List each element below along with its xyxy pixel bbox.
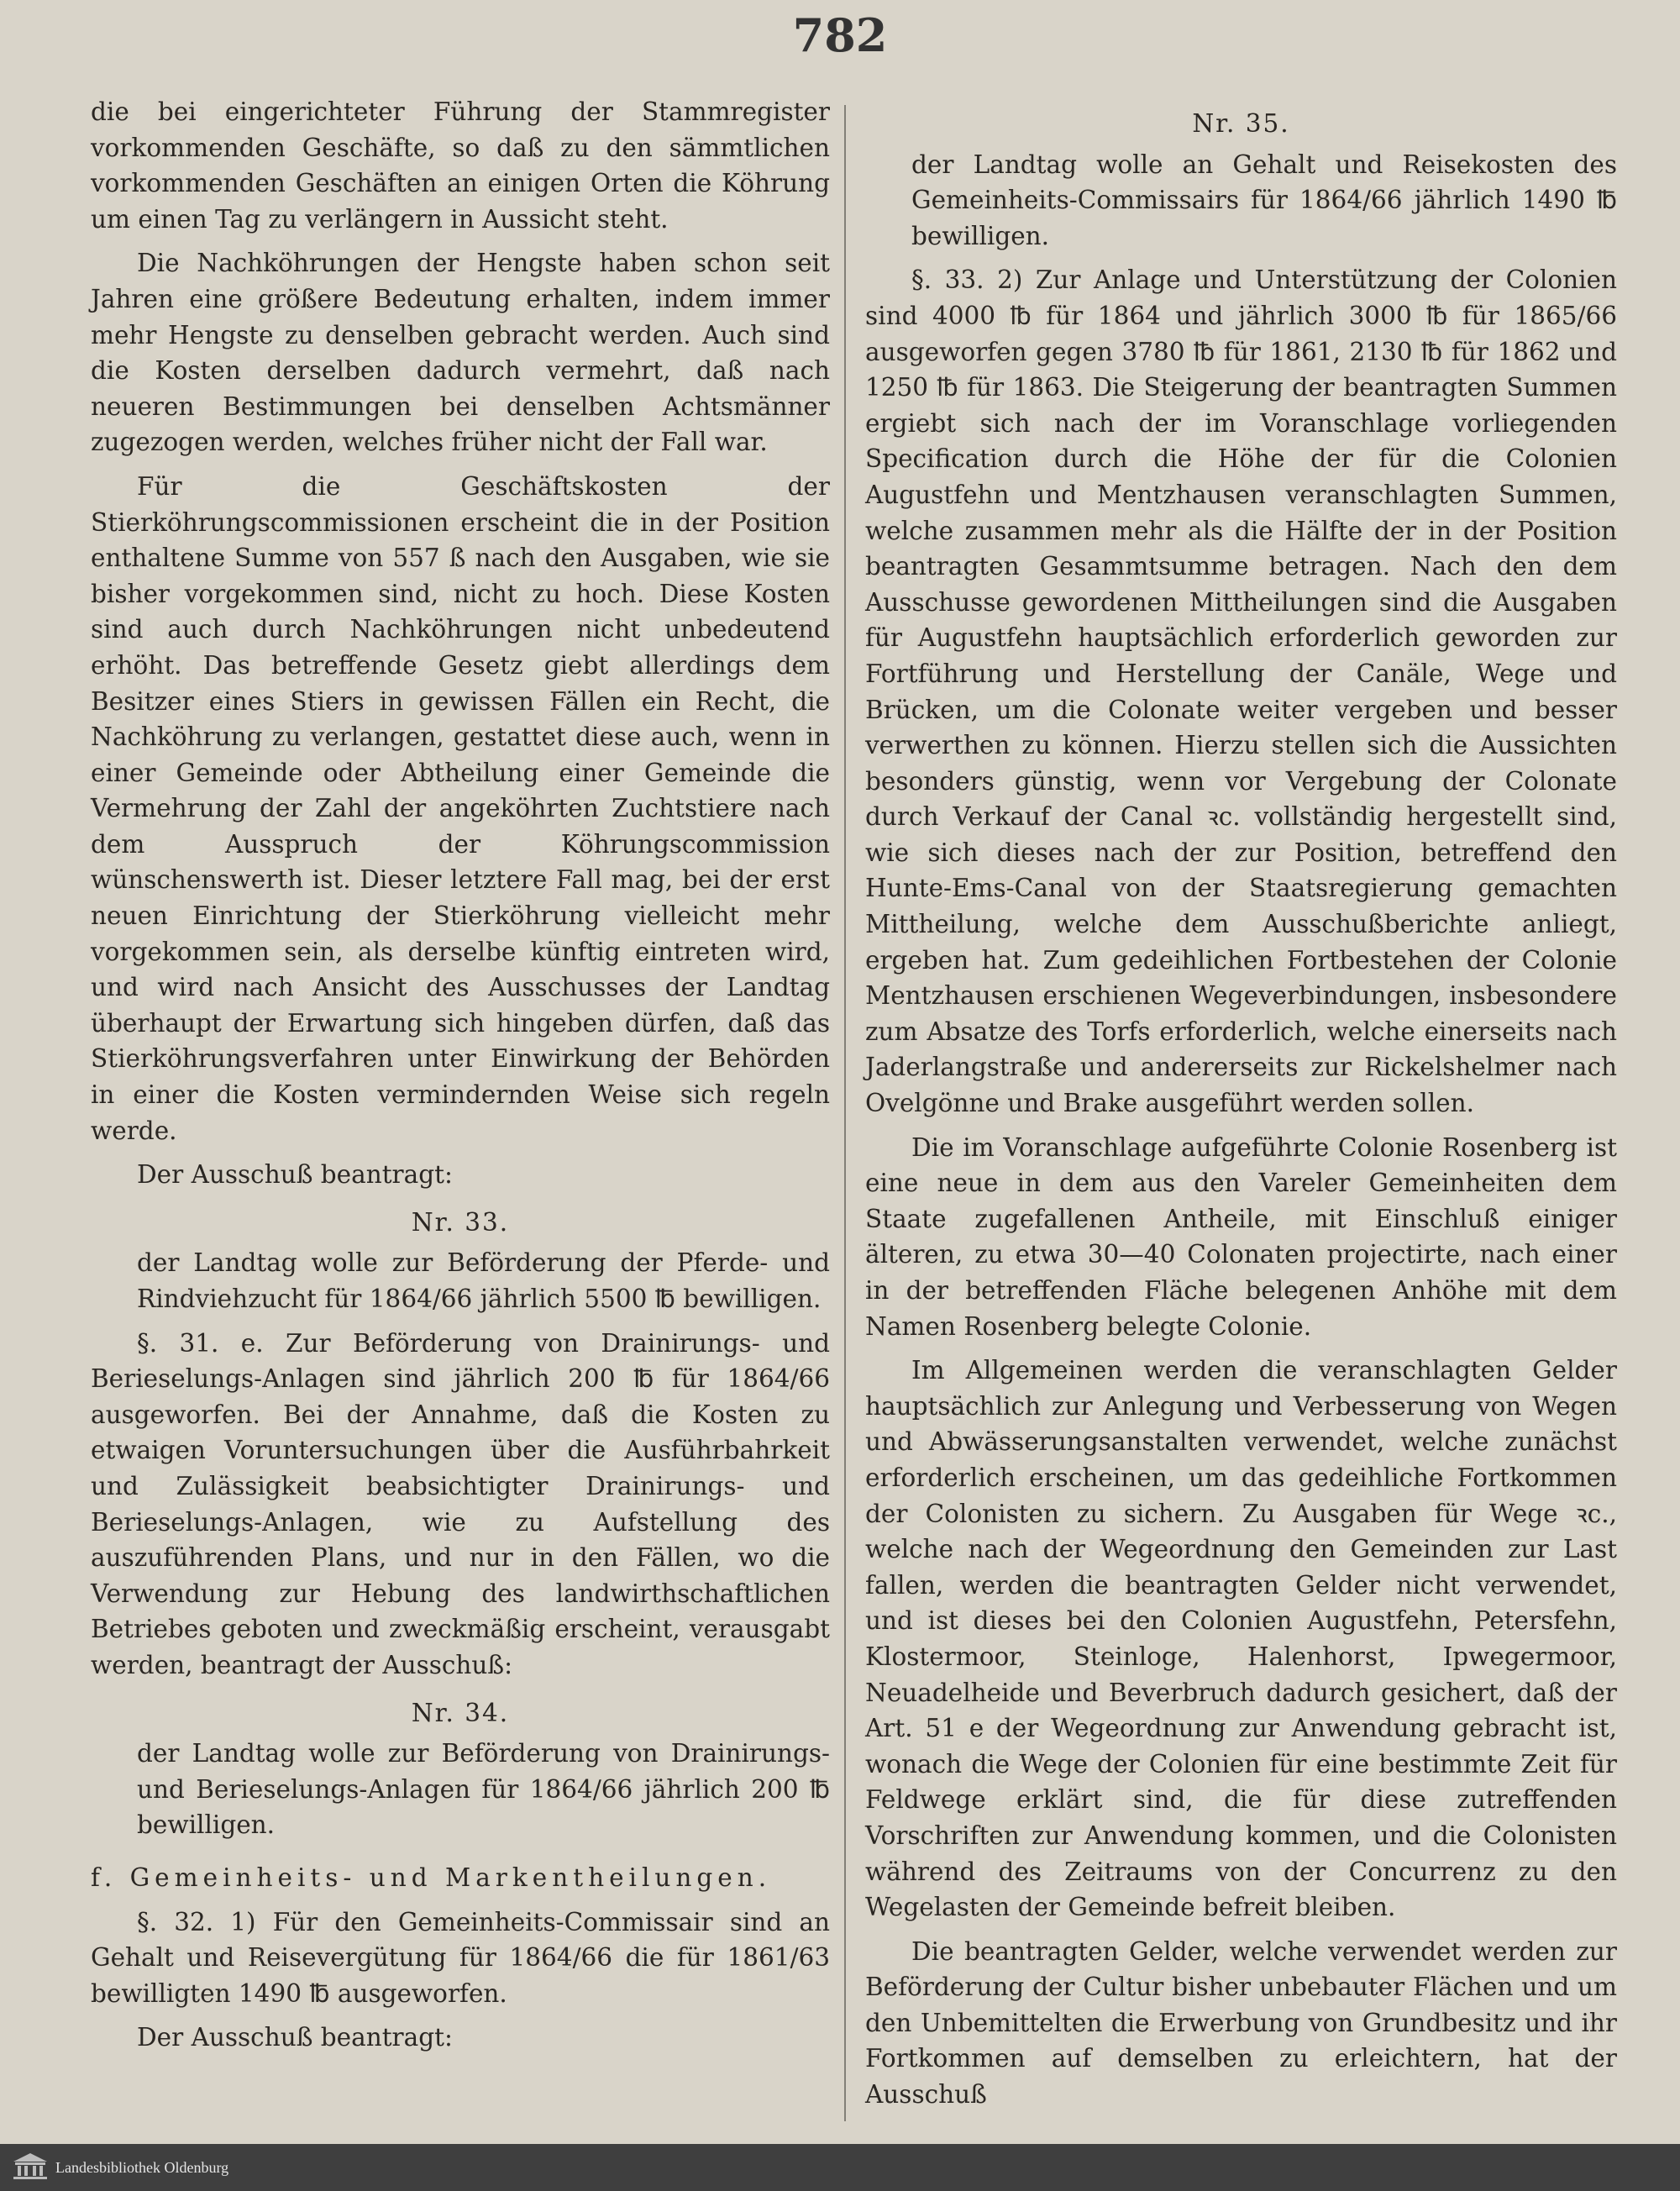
paragraph: §. 33. 2) Zur Anlage und Unterstützung der Colonien sind 4000 ℔ für 1864 und jährlich 3000 ℔ für 1865/66 ausgeworfen gegen 3780 ℔ für 1861, 2130 ℔ für 1862 und 1250 ℔ für 1863. Die Steigerung der beantragten Summen ergiebt sich nach der im Voranschlage vorliegenden Specification durch die Höhe der für die Colonien Augustfehn und Mentzhausen veranschlagten Summen, welche zusammen mehr als die Hälfte der in der Position beantragten Gesammtsumme betragen. Nach den dem Ausschusse gewordenen Mittheilungen sind die Ausgaben für Augustfehn hauptsächlich erforderlich geworden zur Fortführung und Herstellung der Canäle, Wege und Brücken, um die Colonate weiter vergeben und besser verwerthen zu können. Hierzu stellen sich die Aussichten besonders günstig, wenn vor Vergebung der Colonate durch Verkauf der Canal ꝛc. vollständig hergestellt sind, wie sich dieses nach der zur Position, betreffend den Hunte-Ems-Canal von der Staatsregierung gemachten Mittheilung, welche dem Ausschußberichte anliegt, ergeben hat. Zum gedeihlichen Fortbestehen der Colonie Mentzhausen erschienen Wegeverbindungen, insbesondere zum Absatze des Torfs erforderlich, welche einerseits nach Jaderlangstraße und andererseits zur Rickelshelmer nach Ovelgönne und Brake ausgeführt werden sollen.: [865, 265, 1617, 1118]
paragraph: Für die Geschäftskosten der Stierköhrungscommissionen erscheint die in der Position enthaltene Summe von 557 ß nach den Ausgaben, wie sie bisher vorgekommen sind, nicht zu hoch. Diese Kosten sind auch durch Nachköhrungen nicht unbedeutend erhöht. Das betreffende Gesetz giebt allerdings dem Besitzer eines Stiers in gewissen Fällen ein Recht, die Nachköhrung zu verlangen, gestattet diese auch, wenn in einer Gemeinde oder Abtheilung einer Gemeinde die Vermehrung der Zahl der angeköhrten Zuchtstiere nach dem Ausspruch der Köhrungscommission wünschenswerth ist. Dieser letztere Fall mag, bei der erst neuen Einrichtung der Stierköhrung vielleicht mehr vorgekommen sein, als derselbe künftig eintreten wird, und wird nach Ansicht des Ausschusses der Landtag überhaupt der Erwartung sich hingeben dürfen, daß das Stierköhrungsverfahren unter Einwirkung der Behörden in einer die Kosten vermindernden Weise sich regeln werde.: [91, 471, 830, 1145]
paragraph: §. 31. e. Zur Beförderung von Drainirungs- und Berieselungs-Anlagen sind jährlich 200 ℔ für 1864/66 ausgeworfen. Bei der Annahme, daß die Kosten zu etwaigen Voruntersuchungen über die Ausführbahrkeit und Zulässigkeit beabsichtigter Drainirungs- und Berieselungs-Anlagen, wie zu Aufstellung des auszuführenden Plans, und nur in den Fällen, wo die Verwendung zur Hebung des landwirthschaftlichen Betriebes geboten und zweckmäßig erscheint, verausgabt werden, beantragt der Ausschuß:: [91, 1328, 830, 1679]
paragraph: Die im Voranschlage aufgeführte Colonie Rosenberg ist eine neue in dem aus den Vareler Gemeinheiten dem Staate zugefallenen Antheile, mit Einschluß einiger älteren, zu etwa 30—40 Colonaten projectirte, nach einer in der betreffenden Fläche belegenen Anhöhe mit dem Namen Rosenberg belegte Colonie.: [865, 1132, 1617, 1341]
paragraph: Der Ausschuß beantragt:: [137, 2023, 453, 2052]
motion-number-heading: Nr. 35.: [1192, 109, 1290, 138]
motion-text: der Landtag wolle zur Beförderung von Drainirungs- und Berieselungs-Anlagen für 1864/66 jährlich 200 ℔ bewilligen.: [137, 1739, 830, 1840]
motion-number-heading: Nr. 34.: [411, 1698, 510, 1727]
column-divider: [844, 105, 846, 2121]
paragraph: Im Allgemeinen werden die veranschlagten Gelder hauptsächlich zur Anlegung und Verbesserung von Wegen und Abwässerungsanstalten verwendet, welche zunächst erforderlich erscheinen, um das gedeihliche Fortkommen der Colonisten zu sichern. Zu Ausgaben für Wege ꝛc., welche nach der Wegeordnung den Gemeinden zur Last fallen, werden die beantragten Gelder nicht verwendet, und ist dieses bei den Colonien Augustfehn, Petersfehn, Klostermoor, Steinloge, Halenhorst, Ipwegermoor, Neuadelheide und Beverbruch dadurch gesichert, daß der Art. 51 e der Wegeordnung zur Anwendung gebracht ist, wonach die Wege der Colonien für eine bestimmte Zeit für Feldwege erklärt sind, die für diese zutreffenden Vorschriften zur Anwendung kommen, und die Colonisten während des Zeitraums von der Concurrenz zu den Wegelasten der Gemeinde befreit bleiben.: [865, 1356, 1617, 1922]
paragraph: die bei eingerichteter Führung der Stammregister vorkommenden Geschäfte, so daß zu den sämmtlichen vorkommenden Geschäften an einigen Orten die Köhrung um einen Tag zu verlängern in Aussicht steht.: [91, 97, 830, 234]
footer-bar: [0, 2144, 1680, 2191]
motion-number-heading: Nr. 33.: [411, 1207, 510, 1237]
paragraph: Die Nachköhrungen der Hengste haben schon seit Jahren eine größere Bedeutung erhalten, indem immer mehr Hengste zu denselben gebracht werden. Auch sind die Kosten derselben dadurch vermehrt, daß nach neueren Bestimmungen bei denselben Achtsmänner zugezogen werden, welches früher nicht der Fall war.: [91, 249, 830, 457]
left-column: [91, 94, 830, 2056]
paragraph: §. 32. 1) Für den Gemeinheits-Commissair sind an Gehalt und Reisevergütung für 1864/66 die für 1861/63 bewilligten 1490 ℔ ausgeworfen.: [91, 1907, 830, 2008]
paragraph: Der Ausschuß beantragt:: [137, 1160, 453, 1190]
right-column: [865, 94, 1617, 2113]
paragraph: Die beantragten Gelder, welche verwendet werden zur Beförderung der Cultur bisher unbebauter Flächen und um den Unbemittelten die Erwerbung von Grundbesitz und ihr Fortkommen auf demselben zu erleichtern, hat der Ausschuß: [865, 1936, 1617, 2110]
motion-text: der Landtag wolle an Gehalt und Reisekosten des Gemeinheits-Commissairs für 1864/66 jährlich 1490 ℔ bewilligen.: [911, 150, 1617, 250]
page-number: 782: [792, 8, 888, 62]
subsection-heading: f. Gemeinheits- und Markentheilungen.: [91, 1863, 772, 1892]
motion-text: der Landtag wolle zur Beförderung der Pferde- und Rindviehzucht für 1864/66 jährlich 5500 ℔ bewilligen.: [137, 1248, 830, 1313]
library-name: Landesbibliothek Oldenburg: [55, 2158, 229, 2176]
library-building-icon: [12, 2152, 49, 2183]
